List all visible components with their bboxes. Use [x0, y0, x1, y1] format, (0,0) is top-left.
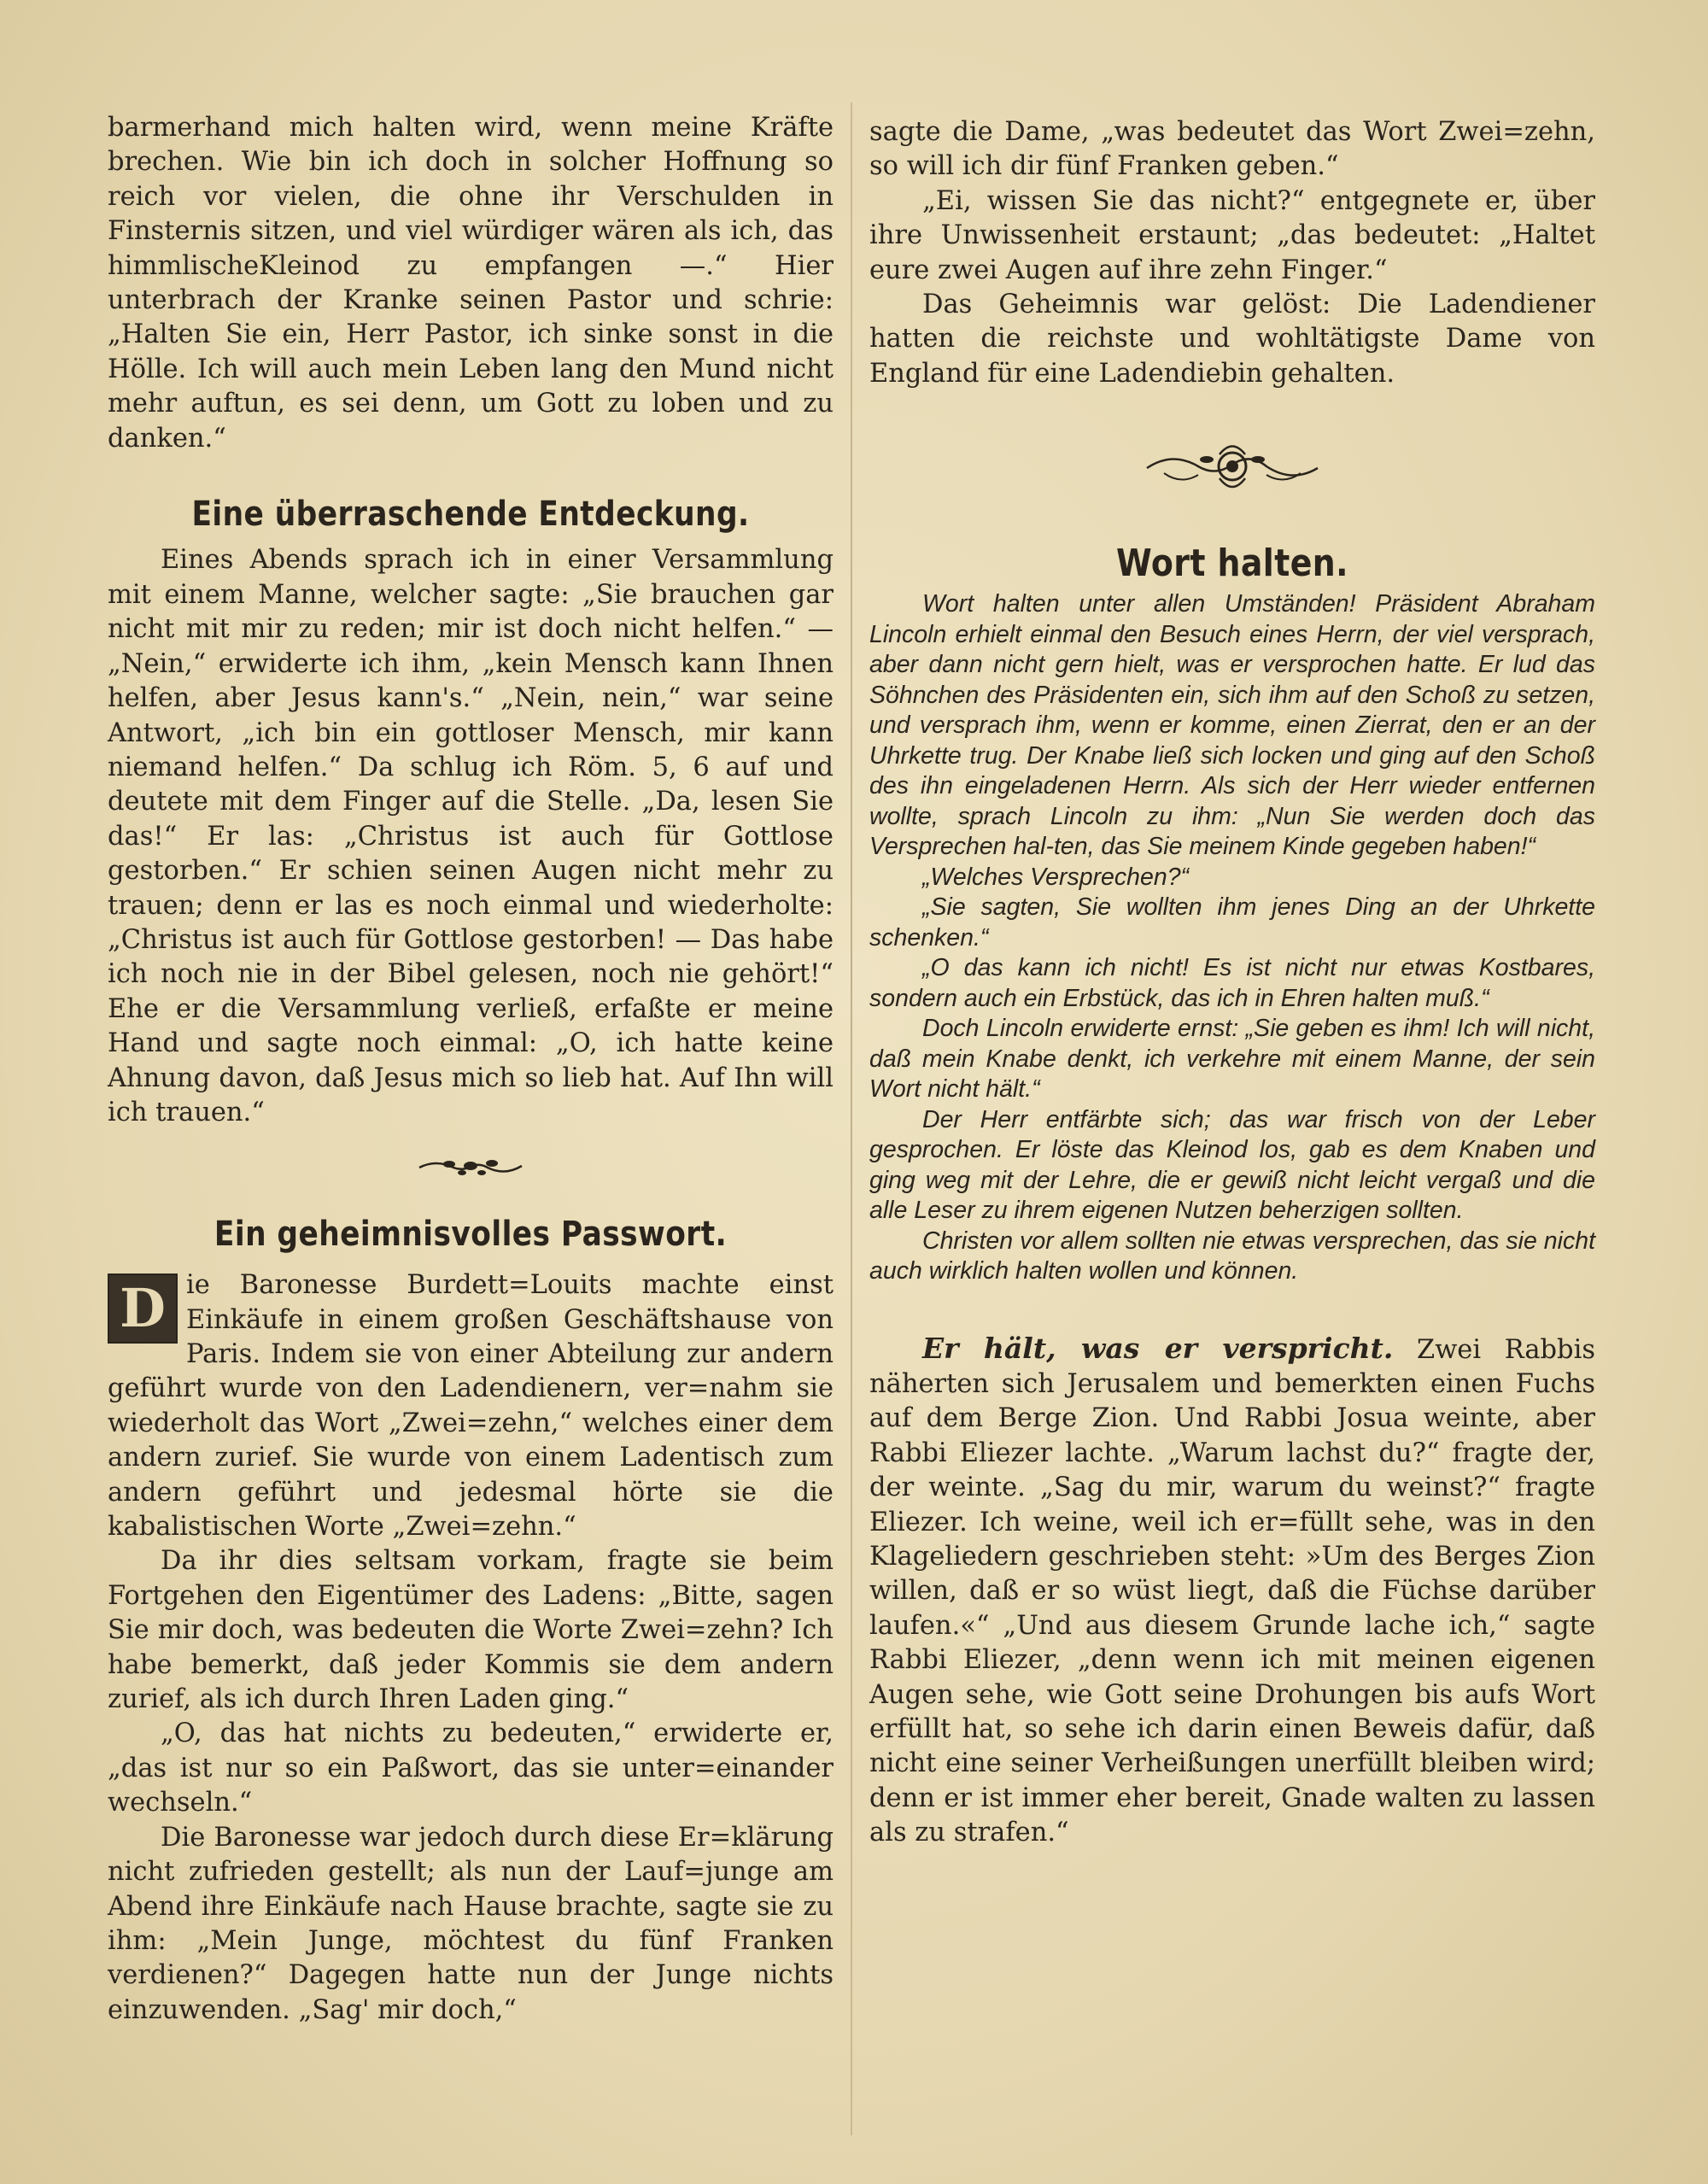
- entdeckung-body: Eines Abends sprach ich in einer Versammlung mit einem Manne, welcher sagte: „Sie brauchen gar nicht mit mir zu reden; mir ist doch nicht helfen.“ — „Nein,“ erwiderte ich ihm, „kein Mensch kann Ihnen helfen, aber Jesus kann's.“ „Nein, nein,“ war seine Antwort, „ich bin ein gottloser Mensch, mir kann niemand helfen.“ Da schlug ich Röm. 5, 6 auf und deutete mit dem Finger auf die Stelle. „Da, lesen Sie das!“ Er las: „Christus ist auch für Gottlose gestorben.“ Er schien seinen Augen nicht mehr zu trauen; denn er las es noch einmal und wiederholte: „Christus ist auch für Gottlose gestorben! — Das habe ich noch nie in der Bibel gelesen, noch nie gehört!“ Ehe er die Versammlung verließ, erfaßte er meine Hand und sagte noch einmal: „O, ich hatte keine Ahnung davon, daß Jesus mich so lieb hat. Auf Ihn will ich trauen.“: [108, 545, 834, 1127]
- passwort-p1-text: ie Baronesse Burdett=Louits machte einst Einkäufe in einem großen Geschäftshause von Paris. Indem sie von einer Abteilung zur andern geführt wurde von den Ladendienern, ver=nahm sie wiederholt das Wort „Zwei=zehn,“ welches einer dem andern zurief. Sie wurde von einem Ladentisch zum andern geführt und jedesmal hörte sie die kabalistischen Worte „Zwei=zehn.“: [108, 1270, 834, 1543]
- section-title-entdeckung: Eine überraschende Entdeckung.: [191, 495, 750, 535]
- dropcap-d: D: [108, 1274, 178, 1344]
- small-ornament-icon: [108, 1152, 834, 1191]
- wort-paragraph-7: Christen vor allem sollten nie etwas versprechen, das sie nicht auch wirklich halten wollen und können.: [869, 1227, 1595, 1285]
- rabbi-story: [869, 1332, 1595, 1851]
- left-column: [108, 111, 834, 2028]
- passwort-paragraph-1: [108, 1268, 834, 1544]
- section-title-passwort: Ein geheimnisvolles Passwort.: [214, 1214, 728, 1254]
- wort-paragraph-3: „Sie sagten, Sie wollten ihm jenes Ding an der Uhrkette schenken.“: [869, 893, 1595, 951]
- continuation-paragraph-3: Das Geheimnis war gelöst: Die Ladendiener hatten die reichste und wohltätigste Dame von England für eine Ladendiebin gehalten.: [869, 290, 1595, 389]
- spacer: [869, 1287, 1595, 1332]
- wort-paragraph-1: Wort halten unter allen Umständen! Präsident Abraham Lincoln erhielt einmal den Besuch eines Herrn, der viel versprach, aber dann nicht gern hielt, was er versprochen hatte. Er lud das Söhnchen des Präsidenten ein, sich ihm auf den Schoß zu setzen, und versprach ihm, wenn er komme, einen Zierrat, den er an der Uhrkette trug. Der Knabe ließ sich locken und ging auf den Schoß des ihn eingeladenen Herrn. Als sich der Herr wieder entfernen wollte, sprach Lincoln zu ihm: „Nun Sie werden doch das Versprechen hal-ten, das Sie meinem Kinde gegeben haben!“: [869, 590, 1595, 861]
- wort-paragraph-4: „O das kann ich nicht! Es ist nicht nur etwas Kostbares, sondern auch ein Erbstück, das ich in Ehren halten muß.“: [869, 954, 1595, 1012]
- intro-paragraph: barmerhand mich halten wird, wenn meine Kräfte brechen. Wie bin ich doch in solcher Hoffnung so reich vor vielen, die ohne ihr Verschulden in Finsternis sitzen, und viel würdiger wären als ich, das himmlischeKleinod zu empfangen —.“ Hier unterbrach der Kranke seinen Pastor und schrie: „Halten Sie ein, Herr Pastor, ich sinke sonst in die Hölle. Ich will auch mein Leben lang den Mund nicht mehr auftun, es sei denn, um Gott zu loben und zu danken.“: [108, 113, 834, 454]
- wort-paragraph-6: Der Herr entfärbte sich; das war frisch von der Leber gesprochen. Er löste das Kleinod los, gab es dem Knaben und ging weg mit der Lehre, die er gewiß nicht leicht vergaß und die alle Leser zu ihrem eigenen Nutzen beherzigen sollten.: [869, 1105, 1595, 1225]
- wort-halten-story: [869, 589, 1595, 1287]
- section-title-wort-halten: Wort halten.: [1115, 541, 1348, 585]
- passwort-paragraph-3: „O, das hat nichts zu bedeuten,“ erwiderte er, „das ist nur so ein Paßwort, das sie unter=einander wechseln.“: [108, 1719, 834, 1818]
- rabbi-story-body: Zwei Rabbis näherten sich Jerusalem und bemerkten einen Fuchs auf dem Berge Zion. Und Rabbi Josua weinte, aber Rabbi Eliezer lachte. „Warum lachst du?“ fragte der, der weinte. „Sag du mir, warum du weinst?“ fragte Eliezer. Ich weine, weil ich er=füllt sehe, was in den Klageliedern geschrieben steht: »Um des Berges Zion willen, daß er so wüst liegt, daß die Füchse darüber laufen.«“ „Und aus diesem Grunde lache ich,“ sagte Rabbi Eliezer, „denn wenn ich mit meinen eigenen Augen sehe, wie Gott seine Drohungen bis aufs Wort erfüllt hat, so sehe ich darin einen Beweis dafür, daß nicht eine seiner Verheißungen unerfüllt bleiben wird; denn er ist immer eher bereit, Gnade walten zu lassen als zu strafen.“: [869, 1334, 1595, 1848]
- continuation-paragraph-1: sagte die Dame, „was bedeutet das Wort Zwei=zehn, so will ich dir fünf Franken geben.“: [869, 117, 1595, 182]
- passwort-paragraph-2: Da ihr dies seltsam vorkam, fragte sie beim Fortgehen den Eigentümer des Ladens: „Bitte, sagen Sie mir doch, was bedeuten die Worte Zwei=zehn? Ich habe bemerkt, daß jeder Kommis sie dem andern zurief, als ich durch Ihren Laden ging.“: [108, 1546, 834, 1715]
- wort-paragraph-2: „Welches Versprechen?“: [922, 863, 1190, 891]
- wort-paragraph-5: Doch Lincoln erwiderte ernst: „Sie geben es ihm! Ich will nicht, daß mein Knabe denkt, ich verkehre mit einem Manne, der sein Wort nicht hält.“: [869, 1015, 1595, 1104]
- right-column: [869, 115, 1595, 1851]
- continuation-paragraph-2: „Ei, wissen Sie das nicht?“ entgegnete er, über ihre Unwissenheit erstaunt; „das bedeutet: „Haltet eure zwei Augen auf ihre zehn Finger.“: [869, 185, 1595, 285]
- rabbi-story-lead: Er hält, was er verspricht.: [922, 1331, 1394, 1365]
- column-divider: [851, 102, 852, 2135]
- large-ornament-icon: [869, 434, 1595, 512]
- passwort-paragraph-4: Die Baronesse war jedoch durch diese Er=klärung nicht zufrieden gestellt; als nun der Lauf=junge am Abend ihre Einkäufe nach Hause brachte, sagte sie zu ihm: „Mein Junge, möchtest du fünf Franken verdienen?“ Dagegen hatte nun der Junge nichts einzuwenden. „Sag' mir doch,“: [108, 1822, 834, 2025]
